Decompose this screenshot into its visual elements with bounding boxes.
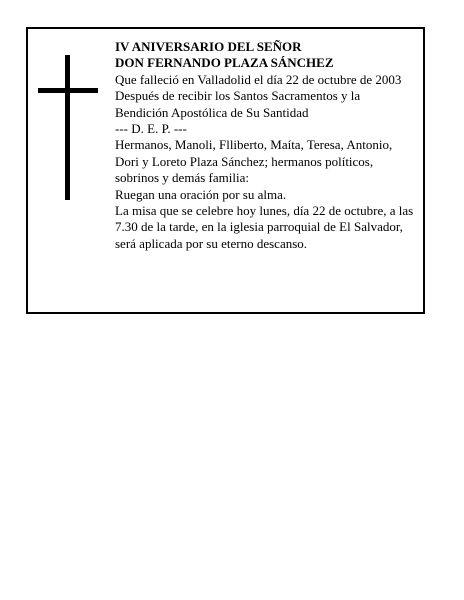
cross-vertical-bar — [65, 55, 70, 200]
notice-title-line-2: DON FERNANDO PLAZA SÁNCHEZ — [115, 55, 334, 71]
cross-icon — [38, 55, 98, 200]
cross-horizontal-bar — [38, 88, 98, 93]
mass-line: La misa que se celebre hoy lunes, día 22 de octubre, a las 7.30 de la tarde, en la iglesia parroquial de El Salvador, será aplicada por su eterno descanso. — [115, 203, 414, 251]
rip-line: --- D. E. P. --- — [115, 121, 187, 137]
death-line: Que falleció en Valladolid el día 22 de octubre de 2003 — [115, 71, 402, 87]
notice-text — [115, 39, 415, 252]
prayer-line: Ruegan una oración por su alma. — [115, 186, 287, 202]
sacraments-line: Después de recibir los Santos Sacramentos y la Bendición Apostólica de Su Santidad — [115, 88, 361, 120]
obituary-notice — [26, 27, 425, 314]
family-line: Hermanos, Manoli, Flliberto, Maíta, Teresa, Antonio, Dori y Loreto Plaza Sánchez; hermanos políticos, sobrinos y demás familia: — [115, 137, 393, 186]
notice-title-line-1: IV ANIVERSARIO DEL SEÑOR — [115, 39, 302, 54]
